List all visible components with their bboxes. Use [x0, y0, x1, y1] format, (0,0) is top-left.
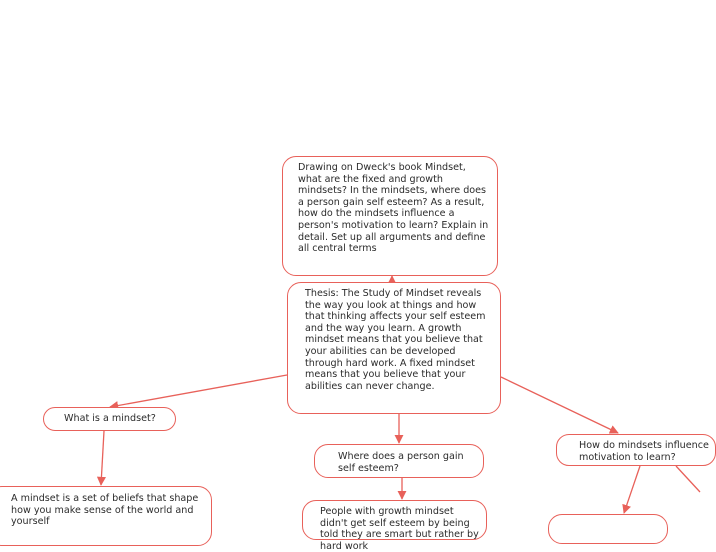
how-motivation-node[interactable]: [556, 434, 716, 466]
how-motivation-text: How do mindsets influence motivation to learn?: [579, 440, 712, 463]
mindset-definition-node[interactable]: [0, 486, 212, 546]
connector-how-to-child-left: [624, 466, 640, 513]
connector-thesis-to-how: [501, 377, 618, 433]
thesis-node[interactable]: [287, 282, 501, 414]
central-question-text: Drawing on Dweck's book Mindset, what are the fixed and growth mindsets? In the mindsets, where does a person gain self esteem? As a result, how do the mindsets influence a person's motivation to learn? Explain in detail. Set up all arguments and define all central terms: [298, 162, 492, 255]
thesis-text: Thesis: The Study of Mindset reveals the way you look at things and how that thinking affects your self esteem and the way you learn. A growth mindset means that you believe that your abilities can be developed through hard work. A fixed mindset means that you believe that your abilities can never change.: [305, 288, 489, 392]
central-question-node[interactable]: [282, 156, 498, 276]
motivation-child-node[interactable]: [548, 514, 668, 544]
where-self-esteem-text: Where does a person gain self esteem?: [338, 451, 467, 474]
growth-self-esteem-node[interactable]: [302, 500, 487, 552]
what-is-mindset-text: What is a mindset?: [64, 413, 156, 424]
where-self-esteem-node[interactable]: [314, 444, 484, 478]
connector-thesis-to-what: [110, 375, 287, 407]
connector-how-to-child-right: [676, 466, 700, 492]
growth-self-esteem-text: People with growth mindset didn't get self esteem by being told they are smart but rather by hard work: [320, 506, 482, 552]
connector-what-to-definition: [101, 431, 104, 485]
mindset-definition-text: A mindset is a set of beliefs that shape how you make sense of the world and yourself: [11, 493, 202, 528]
what-is-mindset-node[interactable]: [43, 407, 176, 431]
